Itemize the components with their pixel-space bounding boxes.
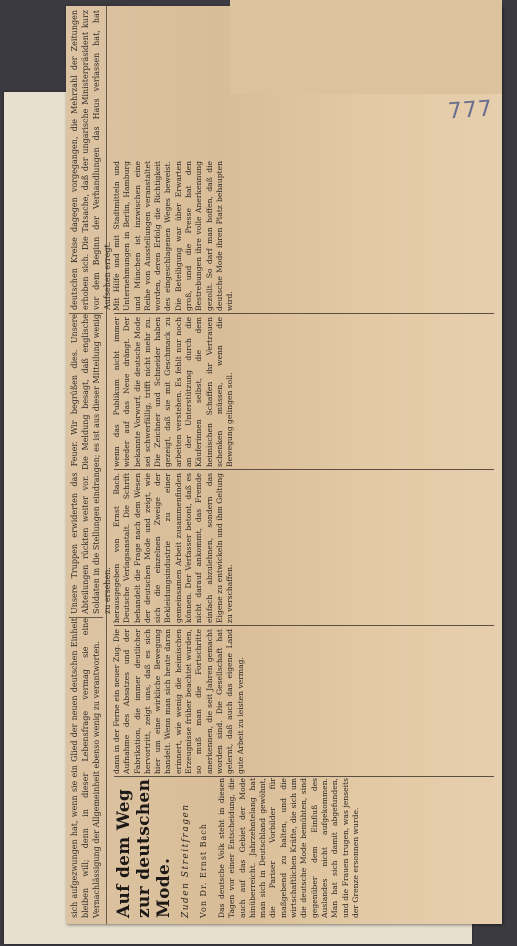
- article-author: Von Dr. Ernst Bach: [199, 823, 208, 918]
- article-column-2: dann in der Ferne ein neuer Zug. Die Aufnahme des Absatzes und der Fabrikation, die immer deutlicher hervortritt, zeigt uns, daß es sich hier um eine wirkliche Bewegung handelt. Wenn man sich heute daran erinnert, wie wenig die heimischen Erzeugnisse früher beachtet wurden, so muß man die Fortschritte anerkennen, die seit Jahren gemacht worden sind. Die Gesellschaft hat gelernt, daß auch das eigene Land gute Arbeit zu leisten vermag.: [112, 629, 245, 774]
- article-subtitle: Zuden Streitfragen: [181, 803, 191, 918]
- fragment-right: deutschen Kreise dagegen vorgegangen, die Mehrzahl der Zeitungen erhoben sich. Die Tatsache, daß der ungarische Ministerpräsident kurz vor dem Beginn der Verhandlungen das Haus verlassen hat, hat Aufsehen erregt.: [70, 10, 112, 310]
- fragment-divider: [69, 617, 103, 618]
- fragment-divider: [69, 313, 103, 314]
- article-rotated-layout: [66, 6, 502, 924]
- archive-page-number: 777: [447, 96, 494, 125]
- column-rule: [114, 625, 494, 626]
- article-column-5: Mit Hilfe und mit Stadtmitteln und Unternehmungen in Berlin, Hamburg und München ist inzwischen eine Reihe von Ausstellungen veranstaltet worden, deren Erfolg die Richtigkeit des eingeschlagenen Weges beweist. Die Beteiligung war über Erwarten groß, und die Presse hat den Bestrebungen ihre volle Anerkennung gezollt. So darf man hoffen, daß die deutsche Mode ihren Platz behaupten wird.: [112, 161, 235, 311]
- fragment-middle: Unsere Truppen erwiderten das Feuer. Wir begrüßen dies. Unsere Abteilungen rückten weiter vor. Die Meldung besagt, daß englische Soldaten in die Stellungen eindrangen; es ist aus dieser Mitteilung wenig zu ersehen.: [70, 314, 112, 614]
- article-column-3: herausgegeben von Ernst Bach. Deutsche Verlagsanstalt. Die Schrift behandelt die Frage nach dem Wesen der deutschen Mode und zeigt, wie sich die einzelnen Zweige der Bekleidungsindustrie zu einer gemeinsamen Arbeit zusammenfinden können. Der Verfasser betont, daß es nicht darauf ankommt, das Fremde einfach abzulehnen, sondern das Eigene zu entwickeln und ihm Geltung zu verschaffen.: [112, 473, 235, 623]
- article-column-1: Das deutsche Volk steht in diesen Tagen vor einer Entscheidung, die auch auf das Gebiet der Mode hinüberreicht. Jahrzehntelang hat man sich in Deutschland gewöhnt, die Pariser Vorbilder für maßgebend zu halten, und die wirtschaftlichen Kräfte, die sich um die deutsche Mode bemühten, sind gegenüber dem Einfluß des Auslandes nicht aufgekommen. Man hat sich damit abgefunden, und die Frauen trugen, was jenseits der Grenze ersonnen wurde.: [217, 778, 360, 918]
- column-rule: [114, 469, 494, 470]
- column-rule: [114, 776, 494, 777]
- previous-article-fragments: [66, 6, 112, 924]
- fragment-left: sich aufgezwungen hat, wenn sie ein Glied der neuen deutschen Einheit bleiben will; denn in dieser Lebensfrage vermag sie eine Vernachlässigung der Allgemeinheit ebenso wenig zu verantworten.: [70, 618, 101, 918]
- article-column-4: wenn das Publikum nicht immer wieder auf das Neue drängt. Der bekannte Vorwurf, die deutsche Mode sei schwerfällig, trifft nicht mehr zu. Die Zeichner und Schneider haben gezeigt, daß sie mit Geschmack zu arbeiten verstehen. Es fehlt nur noch an der Unterstützung durch die Käuferinnen selbst, die dem heimischen Schaffen ihr Vertrauen schenken müssen, wenn die Bewegung gelingen soll.: [112, 317, 235, 467]
- column-rule: [114, 313, 494, 314]
- article-header: [112, 778, 496, 918]
- article-title: Auf dem Weg zur deutschen Mode.: [114, 778, 174, 918]
